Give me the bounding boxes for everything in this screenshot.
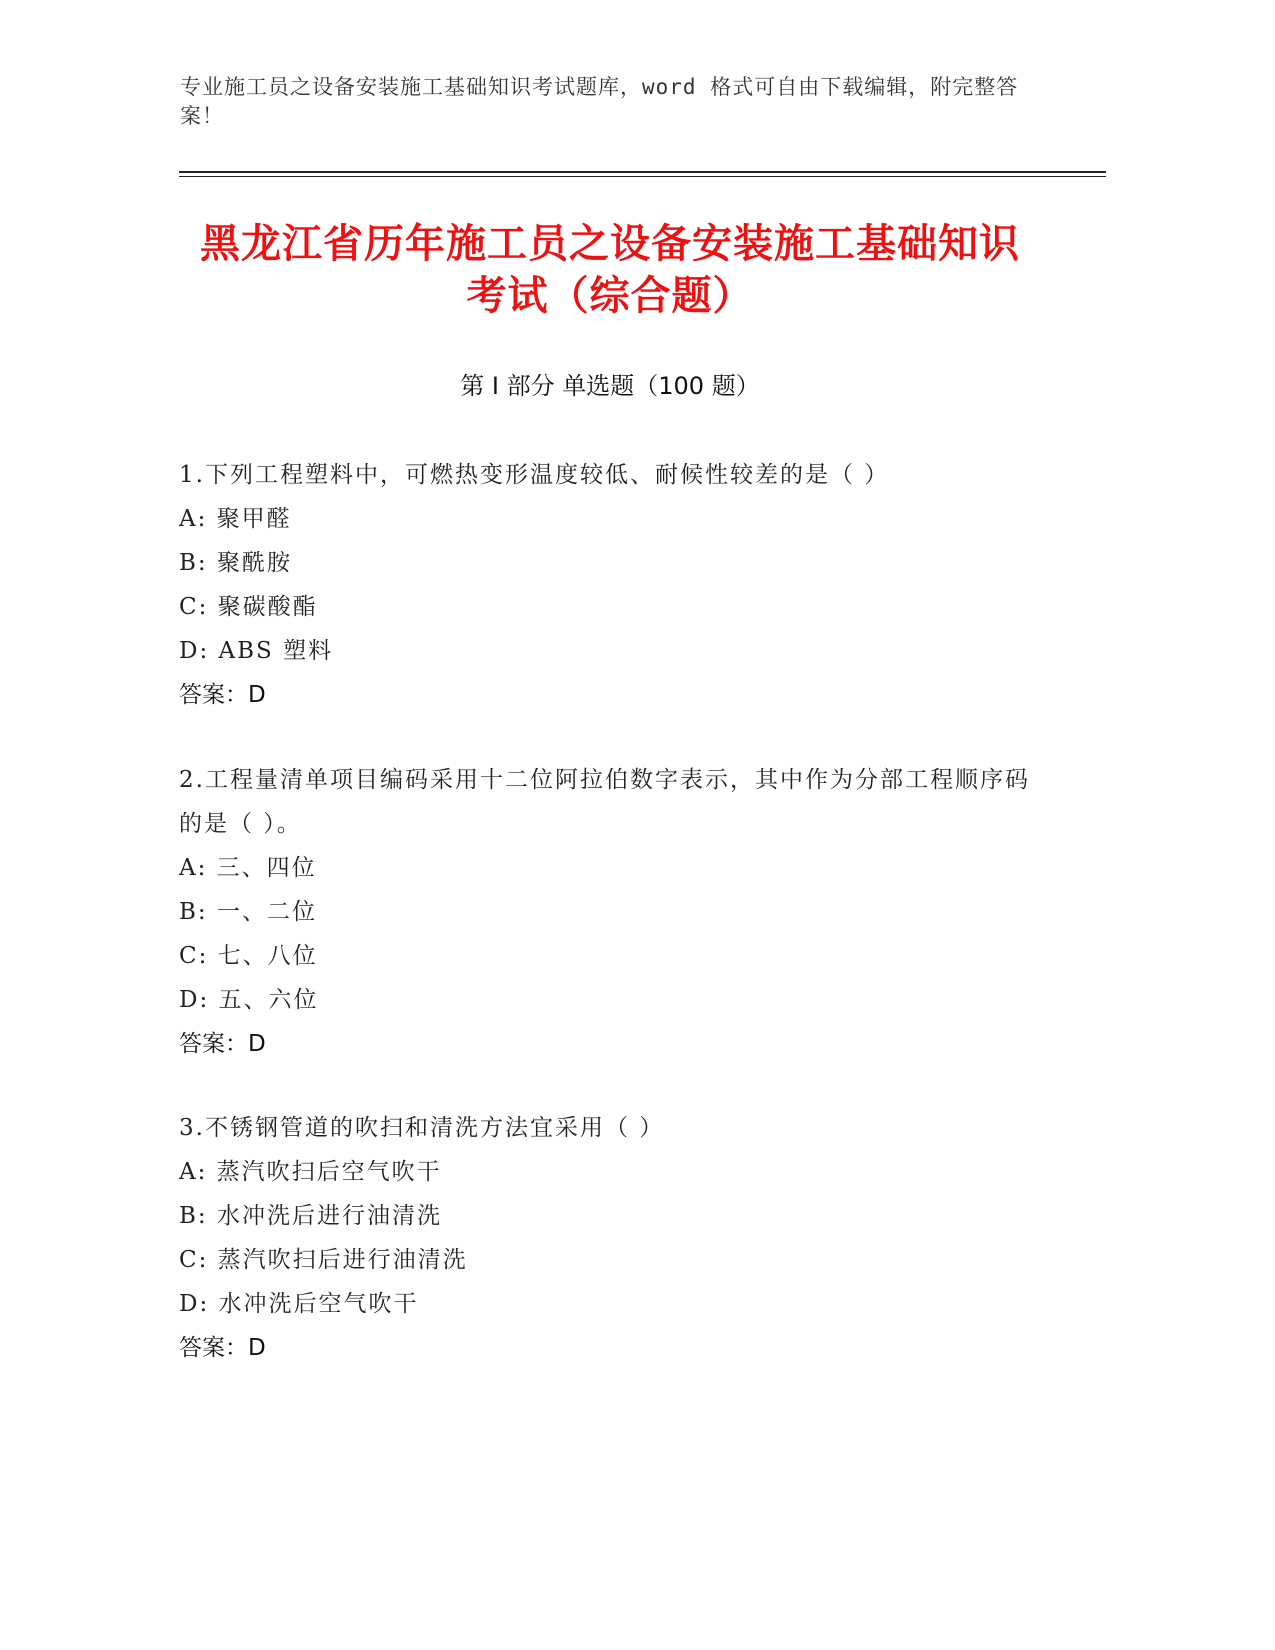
option-a: A: 三、四位 [179, 855, 317, 881]
option-d: D: 水冲洗后空气吹干 [179, 1291, 419, 1317]
option-c: C: 七、八位 [179, 943, 318, 969]
question-2 [179, 758, 1039, 1066]
question-3 [179, 1106, 1039, 1370]
question-stem: 1.下列工程塑料中，可燃热变形温度较低、耐候性较差的是（ ） [179, 462, 890, 488]
option-b: B: 一、二位 [179, 899, 317, 925]
answer: 答案：D [179, 682, 266, 708]
option-d: D: 五、六位 [179, 987, 319, 1013]
question-stem: 2.工程量清单项目编码采用十二位阿拉伯数字表示，其中作为分部工程顺序码的是（ ）。 [179, 767, 1030, 837]
question-stem: 3.不锈钢管道的吹扫和清洗方法宜采用（ ） [179, 1115, 665, 1141]
answer: 答案：D [179, 1031, 266, 1057]
option-b: B: 聚酰胺 [179, 550, 292, 576]
header-note: 专业施工员之设备安装施工基础知识考试题库，word 格式可自由下载编辑，附完整答案！ [180, 75, 1019, 128]
header-divider-thick [179, 171, 1106, 173]
option-a: A: 聚甲醛 [179, 506, 292, 532]
option-a: A: 蒸汽吹扫后空气吹干 [179, 1159, 442, 1185]
option-d: D: ABS 塑料 [179, 638, 334, 664]
answer: 答案：D [179, 1335, 266, 1361]
option-c: C: 聚碳酸酯 [179, 594, 318, 620]
option-b: B: 水冲洗后进行油清洗 [179, 1203, 442, 1229]
option-c: C: 蒸汽吹扫后进行油清洗 [179, 1247, 468, 1273]
document-title: 黑龙江省历年施工员之设备安装施工基础知识考试（综合题） [200, 221, 1020, 319]
question-1 [179, 453, 1039, 717]
header-divider-thin [179, 176, 1106, 177]
section-title: 第 I 部分 单选题（100 题） [460, 372, 760, 400]
